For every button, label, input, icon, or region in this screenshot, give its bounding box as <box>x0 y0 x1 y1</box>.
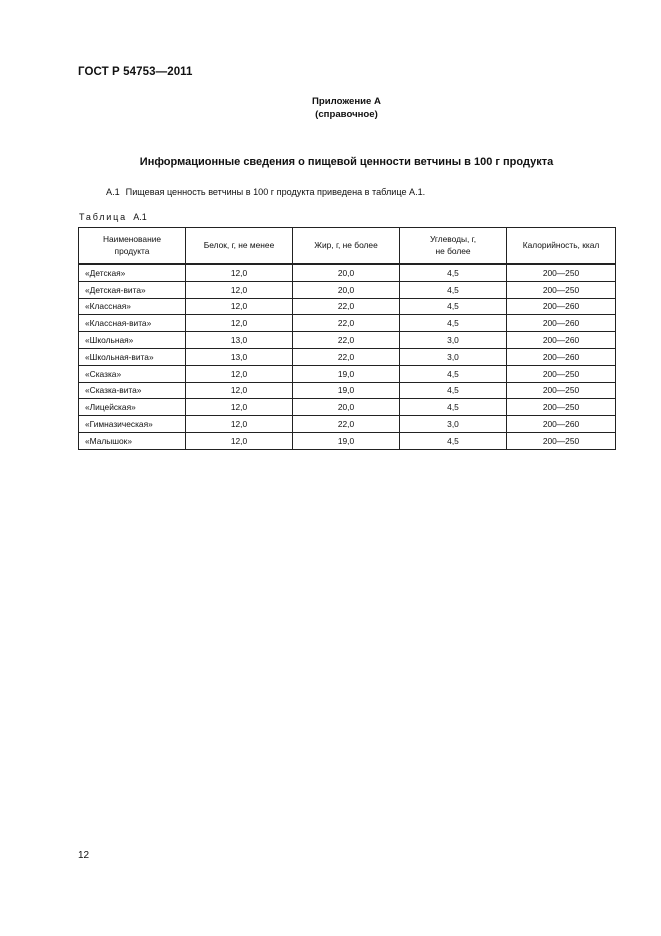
cell-fat: 19,0 <box>293 432 400 449</box>
table-row <box>79 315 616 332</box>
table-row <box>79 432 616 449</box>
cell-name: «Сказка-вита» <box>79 382 186 399</box>
cell-carbs: 4,5 <box>400 264 507 281</box>
cell-name: «Школьная-вита» <box>79 348 186 365</box>
cell-carbs: 3,0 <box>400 416 507 433</box>
cell-protein: 12,0 <box>186 382 293 399</box>
cell-kcal: 200—260 <box>507 298 616 315</box>
cell-protein: 12,0 <box>186 399 293 416</box>
column-header-line: не более <box>435 245 471 256</box>
cell-name: «Классная-вита» <box>79 315 186 332</box>
cell-fat: 22,0 <box>293 348 400 365</box>
table-caption-number: А.1 <box>133 212 147 222</box>
cell-fat: 22,0 <box>293 298 400 315</box>
cell-kcal: 200—250 <box>507 399 616 416</box>
cell-protein: 12,0 <box>186 315 293 332</box>
table-row <box>79 332 616 349</box>
cell-fat: 20,0 <box>293 281 400 298</box>
cell-kcal: 200—260 <box>507 348 616 365</box>
cell-carbs: 4,5 <box>400 315 507 332</box>
cell-name: «Гимназическая» <box>79 416 186 433</box>
cell-carbs: 4,5 <box>400 382 507 399</box>
appendix-title: Приложение А <box>312 96 381 107</box>
cell-kcal: 200—250 <box>507 365 616 382</box>
cell-protein: 13,0 <box>186 348 293 365</box>
cell-fat: 22,0 <box>293 416 400 433</box>
cell-protein: 12,0 <box>186 416 293 433</box>
column-header-line: Углеводы, г, <box>429 234 477 245</box>
cell-protein: 12,0 <box>186 281 293 298</box>
column-header-kcal <box>507 228 616 265</box>
cell-kcal: 200—250 <box>507 432 616 449</box>
table-row <box>79 416 616 433</box>
cell-fat: 20,0 <box>293 399 400 416</box>
cell-protein: 12,0 <box>186 432 293 449</box>
cell-fat: 19,0 <box>293 365 400 382</box>
standard-code: ГОСТ Р 54753—2011 <box>78 66 193 78</box>
column-header-carbs <box>400 228 507 265</box>
cell-name: «Сказка» <box>79 365 186 382</box>
table-row <box>79 399 616 416</box>
cell-fat: 20,0 <box>293 264 400 281</box>
table-row <box>79 365 616 382</box>
column-header-line: Белок, г, не менее <box>203 239 275 250</box>
cell-name: «Детская» <box>79 264 186 281</box>
cell-name: «Школьная» <box>79 332 186 349</box>
table-row <box>79 298 616 315</box>
cell-kcal: 200—260 <box>507 315 616 332</box>
page-number: 12 <box>78 850 90 861</box>
table-caption <box>79 212 147 222</box>
cell-kcal: 200—250 <box>507 281 616 298</box>
cell-carbs: 4,5 <box>400 399 507 416</box>
cell-kcal: 200—250 <box>507 382 616 399</box>
table-row <box>79 281 616 298</box>
cell-kcal: 200—250 <box>507 264 616 281</box>
section-title: Информационные сведения о пищевой ценности ветчины в 100 г продукта <box>139 156 554 168</box>
column-header-protein <box>186 228 293 265</box>
cell-name: «Классная» <box>79 298 186 315</box>
cell-carbs: 4,5 <box>400 281 507 298</box>
cell-fat: 22,0 <box>293 315 400 332</box>
table-header-row <box>79 228 616 265</box>
appendix-subtitle: (справочное) <box>315 109 378 120</box>
column-header-line: продукта <box>114 245 150 256</box>
column-header-line: Жир, г, не более <box>314 239 378 250</box>
column-header-line: Наименование <box>102 234 162 245</box>
cell-protein: 12,0 <box>186 264 293 281</box>
cell-carbs: 3,0 <box>400 332 507 349</box>
cell-fat: 19,0 <box>293 382 400 399</box>
cell-fat: 22,0 <box>293 332 400 349</box>
cell-carbs: 4,5 <box>400 298 507 315</box>
intro-paragraph <box>106 187 425 197</box>
cell-kcal: 200—260 <box>507 416 616 433</box>
cell-protein: 13,0 <box>186 332 293 349</box>
cell-name: «Малышок» <box>79 432 186 449</box>
intro-text: Пищевая ценность ветчины в 100 г продукта приведена в таблице А.1. <box>125 187 426 197</box>
cell-carbs: 4,5 <box>400 432 507 449</box>
cell-carbs: 3,0 <box>400 348 507 365</box>
table-row <box>79 348 616 365</box>
cell-name: «Лицейская» <box>79 399 186 416</box>
table-row <box>79 264 616 281</box>
cell-protein: 12,0 <box>186 365 293 382</box>
column-header-fat <box>293 228 400 265</box>
nutrition-table <box>78 227 616 450</box>
intro-number: А.1 <box>106 187 120 197</box>
cell-kcal: 200—260 <box>507 332 616 349</box>
cell-carbs: 4,5 <box>400 365 507 382</box>
cell-name: «Детская-вита» <box>79 281 186 298</box>
table-caption-label: Таблица <box>79 212 127 222</box>
cell-protein: 12,0 <box>186 298 293 315</box>
table-row <box>79 382 616 399</box>
column-header-line: Калорийность, ккал <box>522 239 600 250</box>
column-header-name <box>79 228 186 265</box>
